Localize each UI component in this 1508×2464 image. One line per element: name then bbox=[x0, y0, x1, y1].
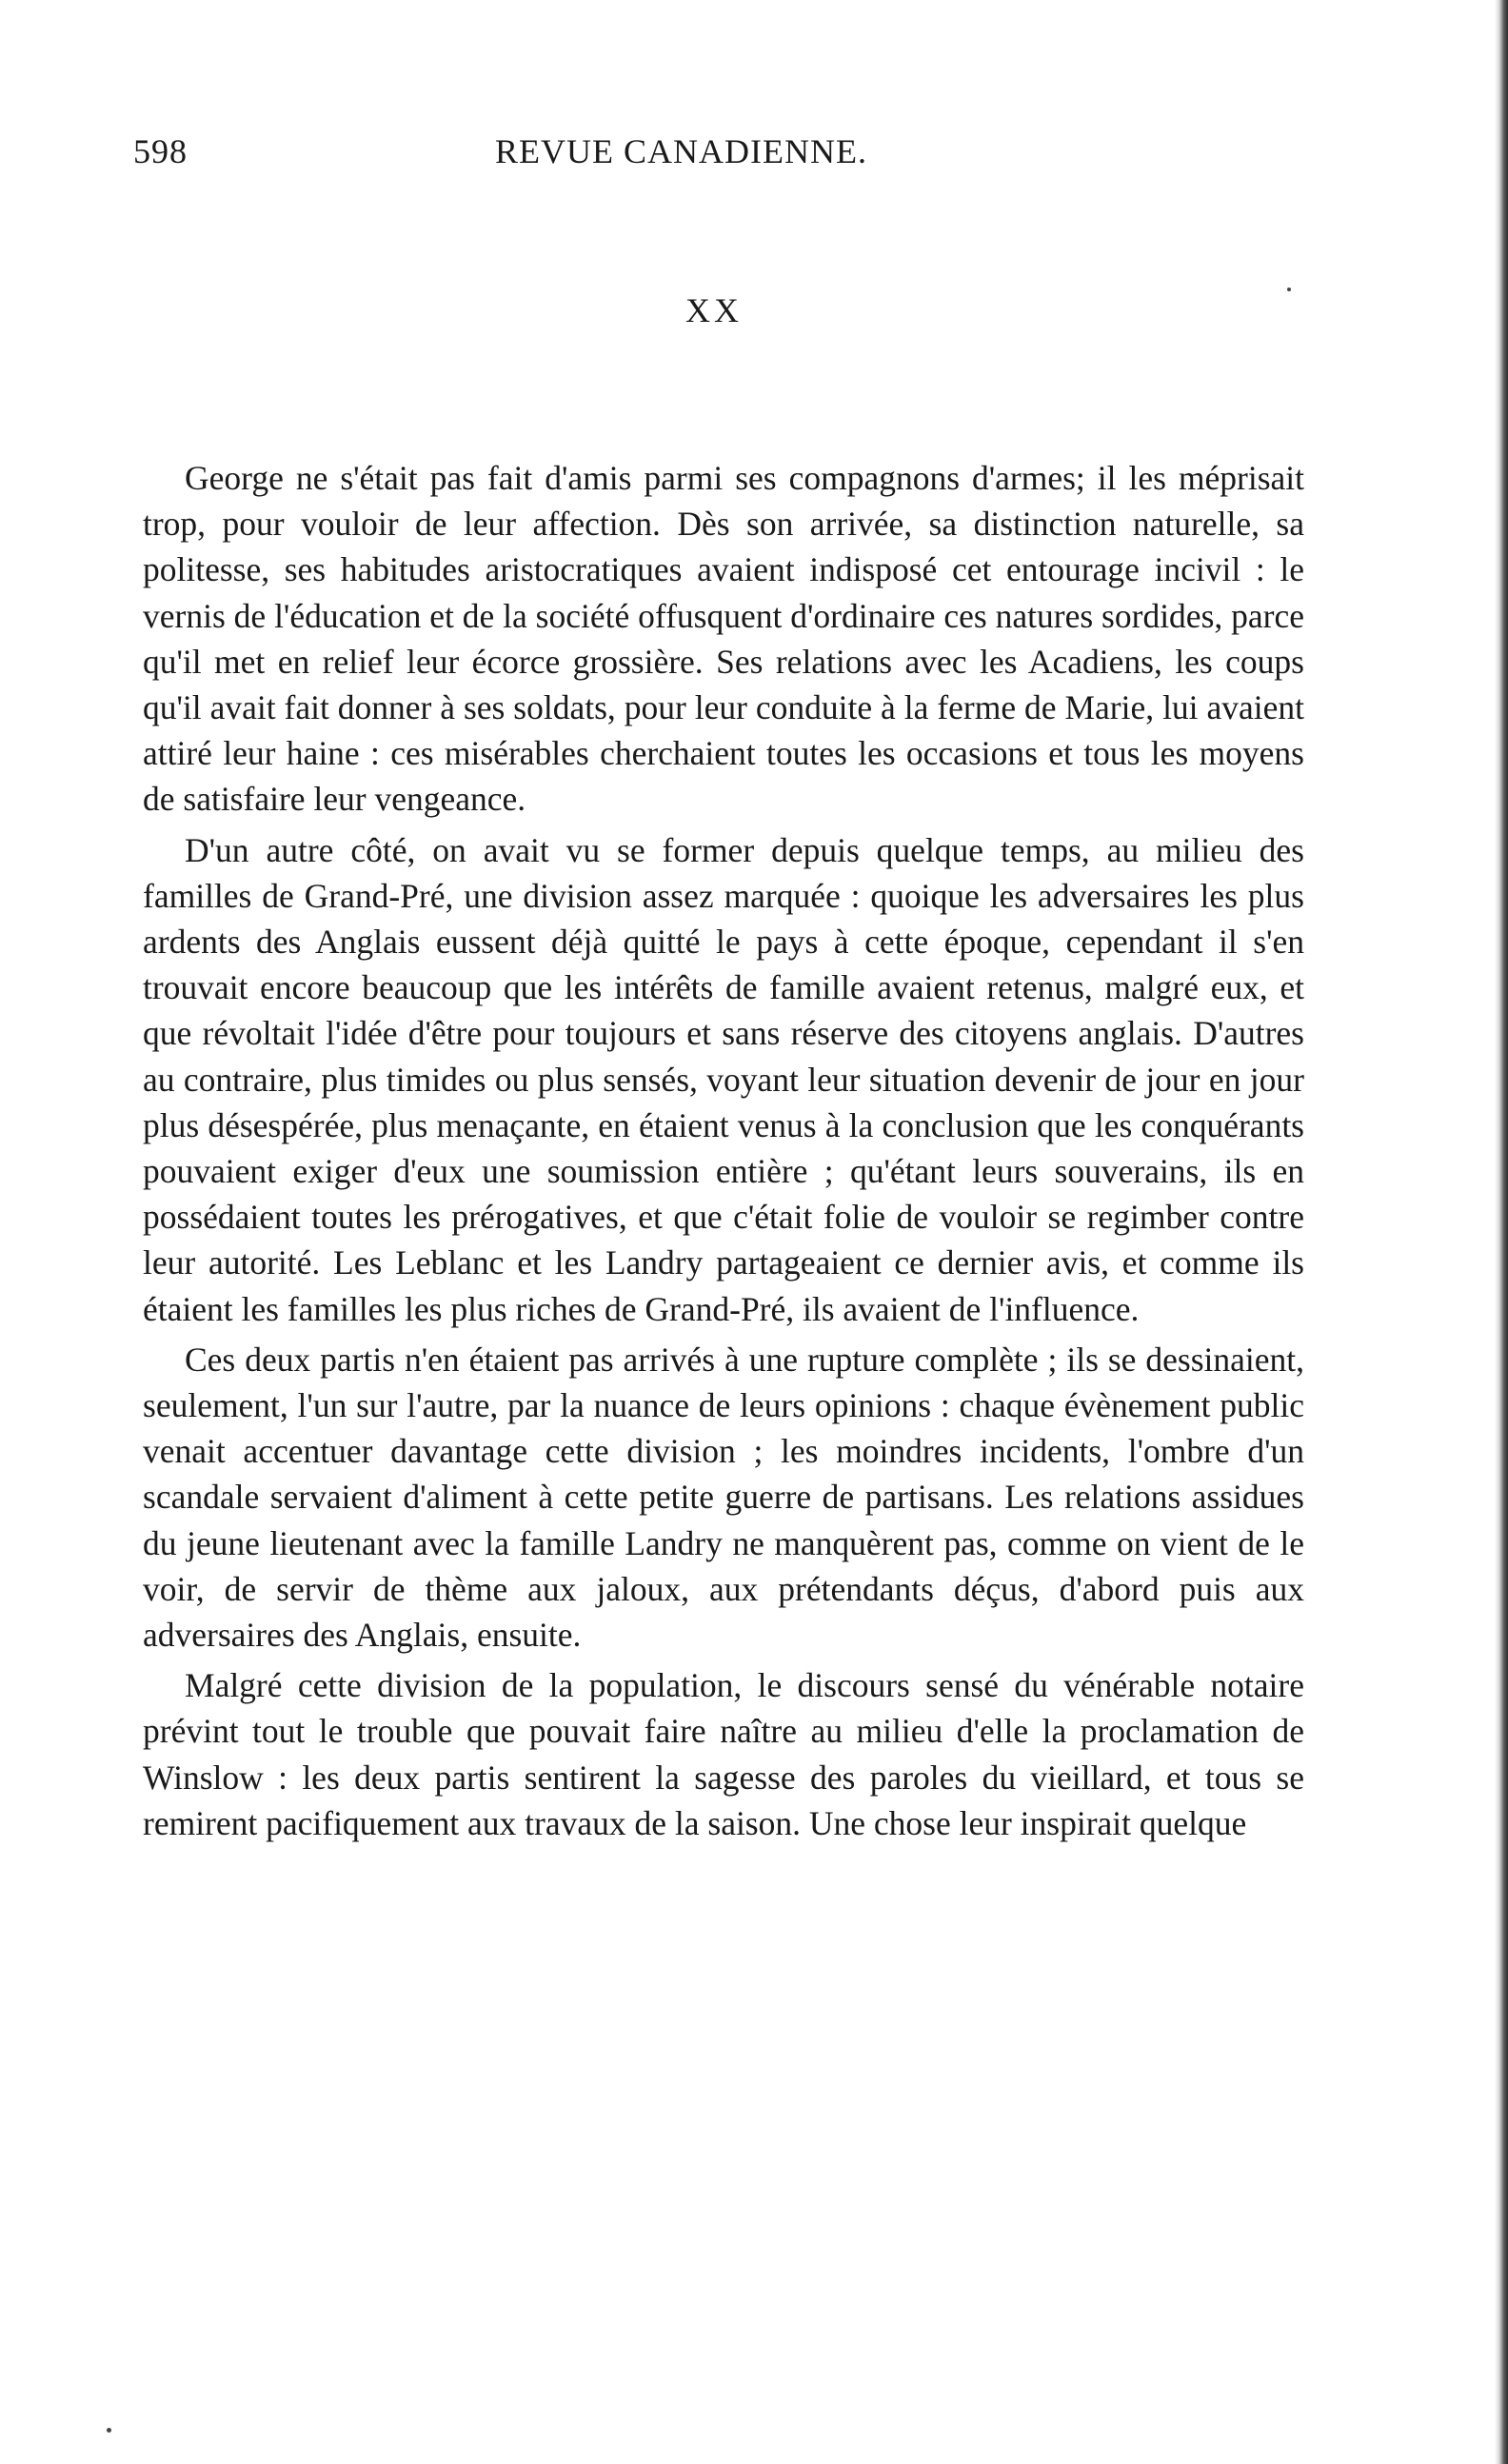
paragraph: Ces deux partis n'en étaient pas arrivés à une rupture complète ; ils se dessinaient, seulement, l'un sur l'autre, par la nuance de leurs opinions : chaque évènement public venait accentuer davantage cette division ; les moindres incidents, l'ombre d'un scandale servaient d'aliment à cette petite guerre de partisans. Les relations assidues du jeune lieutenant avec la famille Landry ne manquèrent pas, comme on vient de le voir, de servir de thème aux jaloux, aux prétendants déçus, d'abord puis aux adversaires des Anglais, ensuite. bbox=[143, 1340, 1304, 1655]
page-binding-edge bbox=[1495, 0, 1508, 2464]
chapter-number: XX bbox=[685, 291, 743, 329]
print-speck bbox=[107, 2428, 111, 2433]
paragraph: D'un autre côté, on avait vu se former depuis quelque temps, au milieu des familles de Grand-Pré, une division assez marquée : quoique les adversaires les plus ardents des Anglais eussent déjà quitté le pays à cette époque, cependant il s'en trouvait encore beaucoup que les intérêts de famille avaient retenus, malgré eux, et que révoltait l'idée d'être pour toujours et sans réserve des citoyens anglais. D'autres au contraire, plus timides ou plus sensés, voyant leur situation devenir de jour en jour plus désespérée, plus menaçante, en étaient venus à la conclusion que les conquérants pouvaient exiger d'eux une soumission entière ; qu'étant leurs souverains, ils en possédaient toutes les prérogatives, et que c'était folie de vouloir se regimber contre leur autorité. Les Leblanc et les Landry partageaient ce dernier avis, et comme ils étaient les familles les plus riches de Grand-Pré, ils avaient de l'influence. bbox=[143, 830, 1304, 1328]
running-title: REVUE CANADIENNE. bbox=[495, 132, 867, 170]
body-text bbox=[143, 455, 1304, 1851]
print-speck bbox=[1287, 288, 1291, 291]
paragraph: Malgré cette division de la population, le discours sensé du vénérable notaire prévint tout le trouble que pouvait faire naître au milieu d'elle la proclamation de Winslow : les deux partis sentirent la sagesse des paroles du vieillard, et tous se remirent pacifiquement aux travaux de la saison. Une chose leur inspirait quelque bbox=[143, 1666, 1304, 1842]
running-head bbox=[133, 131, 1342, 189]
page-number: 598 bbox=[133, 132, 188, 170]
paragraph: George ne s'était pas fait d'amis parmi ses compagnons d'armes; il les méprisait trop, pour vouloir de leur affection. Dès son arrivée, sa distinction naturelle, sa politesse, ses habitudes aristocratiques avaient indisposé cet entourage incivil : le vernis de l'éducation et de la société offusquent d'ordinaire ces natures sordides, parce qu'il met en relief leur écorce grossière. Ses relations avec les Acadiens, les coups qu'il avait fait donner à ses soldats, pour leur conduite à la ferme de Marie, lui avaient attiré leur haine : ces misérables cherchaient toutes les occasions et tous les moyens de satisfaire leur vengeance. bbox=[143, 459, 1304, 819]
